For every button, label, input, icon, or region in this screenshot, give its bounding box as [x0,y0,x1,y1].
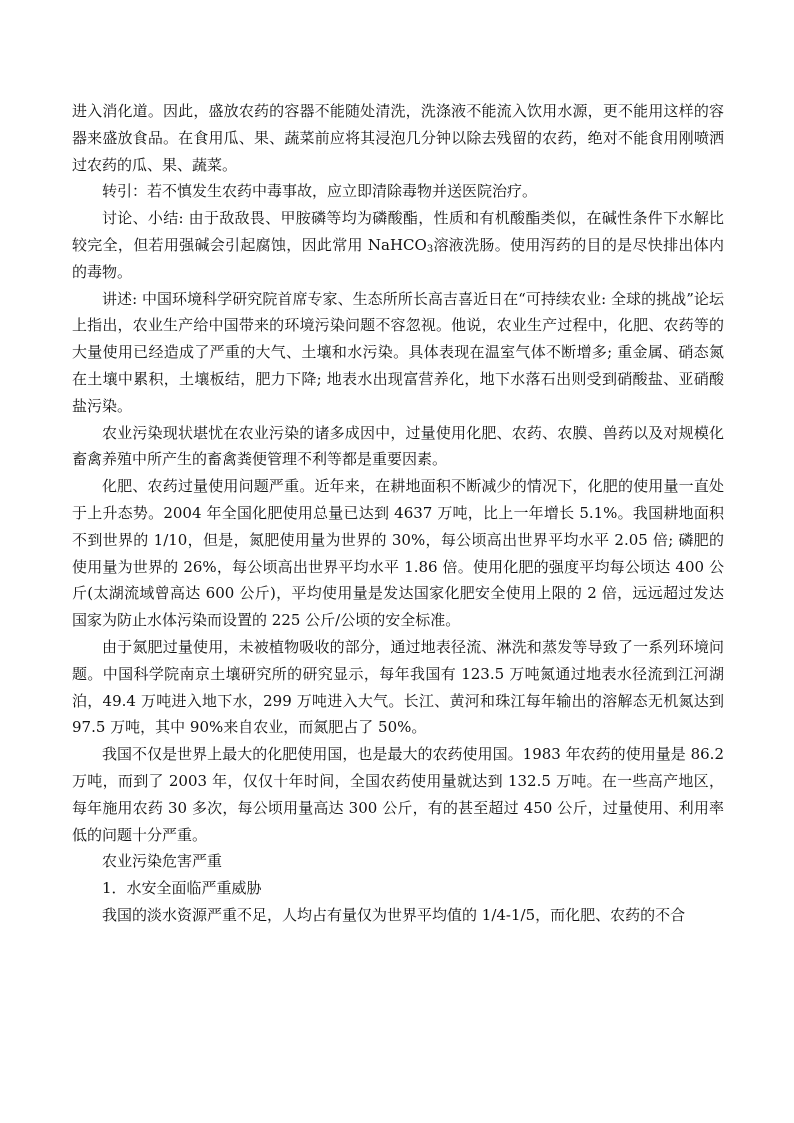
paragraph-pollution-status: 农业污染现状堪忧在农业污染的诸多成因中，过量使用化肥、农药、农膜、兽药以及对规模化畜禽养殖中所产生的畜禽粪便管理不利等都是重要因素。 [72,423,724,469]
document-body [72,98,724,929]
paragraph-freshwater-shortage: 我国的淡水资源严重不足，人均占有量仅为世界平均值的 1/4-1/5，而化肥、农药的不合 [102,905,686,924]
chemical-subscript: 3 [426,243,434,255]
paragraph-fertilizer-overuse: 化肥、农药过量使用问题严重。近年来，在耕地面积不断减少的情况下，化肥的使用量一直处于上升态势。2004 年全国化肥使用总量已达到 4637 万吨，比上一年增长 5.1%。我国耕地面积不到世界的 1/10，但是，氮肥使用量为世界的 30%，每公顷高出世界平均水平 2.05 倍; 磷肥的使用量为世界的 26%，每公顷高出世界平均水平 1.86 倍。使用化肥的强度平均每公顷达 400 公斤(太湖流域曾高达 600 公斤)，平均使用量是发达国家化肥安全使用上限的 2 倍，远远超过发达国家为防止水体污染而设置的 225 公斤/公顷的安全标准。 [72,477,724,630]
paragraph-pesticide-container-warning: 进入消化道。因此，盛放农药的容器不能随处清洗，洗涤液不能流入饮用水源，更不能用这样的容器来盛放食品。在食用瓜、果、蔬菜前应将其浸泡几分钟以除去残留的农药，绝对不能食用刚喷洒过农药的瓜、果、蔬菜。 [72,102,724,174]
section-heading-pollution-harm: 农业污染危害严重 [102,852,223,871]
paragraph-pesticide-usage: 我国不仅是世界上最大的化肥使用国，也是最大的农药使用国。1983 年农药的使用量是 86.2 万吨，而到了 2003 年，仅仅十年时间，全国农药使用量就达到 132.5 万吨。在一些高产地区，每年施用农药 30 多次，每公顷用量高达 300 公斤，有的甚至超过 450 公斤，过量使用、利用率低的问题十分严重。 [72,745,724,844]
paragraph-poisoning-treatment: 转引：若不慎发生农药中毒事故，应立即清除毒物并送医院治疗。 [102,182,538,201]
discussion-text-after: 溶液洗肠。使用泻药的目的是尽快排出体内的毒物。 [72,235,724,281]
subsection-heading-water-safety: 1．水安全面临严重威胁 [102,879,262,898]
discussion-text-before: 讨论、小结: 由于敌敌畏、甲胺磷等均为磷酸酯，性质和有机酸酯类似，在碱性条件下水解比较完全，但若用强碱会引起腐蚀，因此常用 NaHCO [72,209,724,254]
paragraph-discussion-summary [72,205,724,285]
paragraph-expert-lecture: 讲述: 中国环境科学研究院首席专家、生态所所长高吉喜近日在“可持续农业: 全球的挑战”论坛上指出，农业生产给中国带来的环境污染问题不容忽视。他说，农业生产过程中，化肥、农药等的大量使用已经造成了严重的大气、土壤和水污染。具体表现在温室气体不断增多; 重金属、硝态氮在土壤中累积，土壤板结，肥力下降; 地表水出现富营养化，地下水落石出则受到硝酸盐、亚硝酸盐污染。 [72,289,724,415]
paragraph-nitrogen-problems: 由于氮肥过量使用，未被植物吸收的部分，通过地表径流、淋洗和蒸发等导致了一系列环境问题。中国科学院南京土壤研究所的研究显示，每年我国有 123.5 万吨氮通过地表水径流到江河湖泊，49.4 万吨进入地下水，299 万吨进入大气。长江、黄河和珠江每年输出的溶解态无机氮达到 97.5 万吨，其中 90%来自农业，而氮肥占了 50%。 [72,637,724,737]
